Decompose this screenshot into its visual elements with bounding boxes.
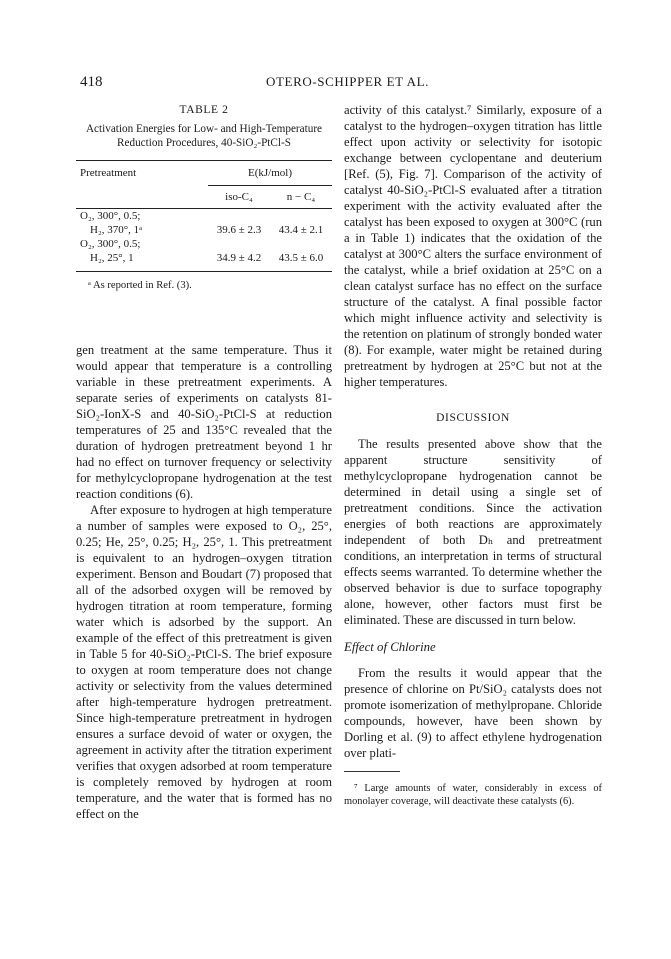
header-iso-c4: iso-C₄: [208, 186, 270, 209]
table-title: TABLE 2: [179, 104, 229, 116]
pretreatment-cell: H₂, 25°, 1: [90, 252, 134, 264]
pretreatment-cell: H₂, 370°, 1ᵃ: [90, 224, 143, 236]
page-header: [80, 74, 615, 92]
header-energy: E(kJ/mol): [248, 167, 292, 179]
body-paragraph: The results presented above show that the apparent structure sensitivity of methylcyclopropane hydrogenation cannot be determined in detail using a single set of pretreatment conditions. Since the activation energies of both reactions are approximately independent of both Dₕ and pretreatment conditions, an interpretation in terms of structural effects seems warranted. To determine whether the observed behavior is due to surface topography alone, however, other factors must first be eliminated. These are discussed in turn below.: [344, 437, 602, 627]
table-row: [76, 223, 332, 237]
header-pretreatment: Pretreatment: [80, 167, 137, 180]
table-row: [76, 237, 332, 251]
iso-value: 34.9 ± 4.2: [216, 252, 262, 264]
iso-value: 39.6 ± 2.3: [216, 224, 262, 236]
footnote: ⁷ Large amounts of water, considerably in excess of monolayer coverage, will deactivate these catalysts (6).: [344, 783, 602, 808]
section-heading-discussion: DISCUSSION: [436, 412, 510, 424]
running-head: OTERO-SCHIPPER ET AL.: [266, 74, 429, 89]
header-n-c4: n − C₄: [270, 186, 332, 209]
footnote-rule: [344, 771, 400, 772]
right-column: [344, 102, 602, 819]
subsection-heading-chlorine: Effect of Chlorine: [344, 640, 436, 654]
body-paragraph: From the results it would appear that the presence of chlorine on Pt/SiO₂ catalysts does not promote isomerization of methylpropane. Chloride compounds, however, have been shown by Dorling et al. (9) to affect ethylene hydrogenation over plati-: [344, 666, 602, 760]
table-row: [76, 251, 332, 265]
table-caption: Activation Energies for Low- and High-Temperature Reduction Procedures, 40-SiO₂-PtCl-S: [85, 123, 323, 149]
left-column: [76, 102, 332, 822]
n-value: 43.4 ± 2.1: [278, 224, 324, 236]
body-paragraph: activity of this catalyst.⁷ Similarly, exposure of a catalyst to the hydrogen–oxygen titration has little effect upon activity or selectivity for isotopic exchange between cyclopentane and deuterium [Ref. (5), Fig. 7]. Comparison of the activity of catalyst 40-SiO₂-PtCl-S evaluated after a titration experiment with the activity evaluated after the catalyst has been exposed to oxygen at 300°C (run a in Table 1) indicates that the oxidation of the catalyst at 300°C alters the surface environment of the catalyst, while a brief oxidation at 25°C on a clean catalyst surface has no effect on the surface structure of the catalyst. A final possible factor which might influence activity and selectivity is the retention on platinum of strongly bonded water (8). For example, water might be retained during pretreatment by hydrogen at 25°C but not at the higher temperatures.: [344, 103, 602, 389]
n-value: 43.5 ± 6.0: [278, 252, 324, 264]
body-paragraph: After exposure to hydrogen at high temperature a number of samples were exposed to O₂, 25°, 0.25; He, 25°, 0.25; H₂, 25°, 1. This pretreatment is equivalent to an hydrogen–oxygen titration experiment. Benson and Boudart (7) proposed that all of the adsorbed oxygen will be removed by hydrogen titration at room temperature, forming water which is adsorbed by the support. An example of the effect of this pretreatment is given in Table 5 for 40-SiO₂-PtCl-S. The brief exposure to oxygen at room temperature does not change activity or selectivity from the values determined after high-temperature hydrogen pretreatment. Since high-temperature pretreatment in hydrogen ensures a surface devoid of water or oxygen, the agreement in activity after the titration experiment verifies that oxygen adsorbed at room temperature is completely removed by hydrogen at room temperature, and the water that is formed has no effect on the: [76, 503, 332, 821]
activation-energy-table: [76, 160, 332, 272]
body-paragraph: gen treatment at the same temperature. Thus it would appear that temperature is a controlling variable in these pretreatment experiments. A separate series of experiments on catalysts 81-SiO₂-IonX-S and 40-SiO₂-PtCl-S at reduction temperatures of 25 and 135°C revealed that the duration of hydrogen pretreatment beyond 1 hr had no effect on turnover frequency or selectivity for methylcyclopropane hydrogenation at the test reaction conditions (6).: [76, 343, 332, 501]
table-footnote: ᵃ As reported in Ref. (3).: [88, 280, 192, 291]
pretreatment-cell: O₂, 300°, 0.5;: [80, 210, 141, 222]
table-row: [76, 209, 332, 223]
pretreatment-cell: O₂, 300°, 0.5;: [80, 238, 141, 250]
table-2: [76, 104, 332, 342]
page-number: 418: [80, 74, 103, 90]
